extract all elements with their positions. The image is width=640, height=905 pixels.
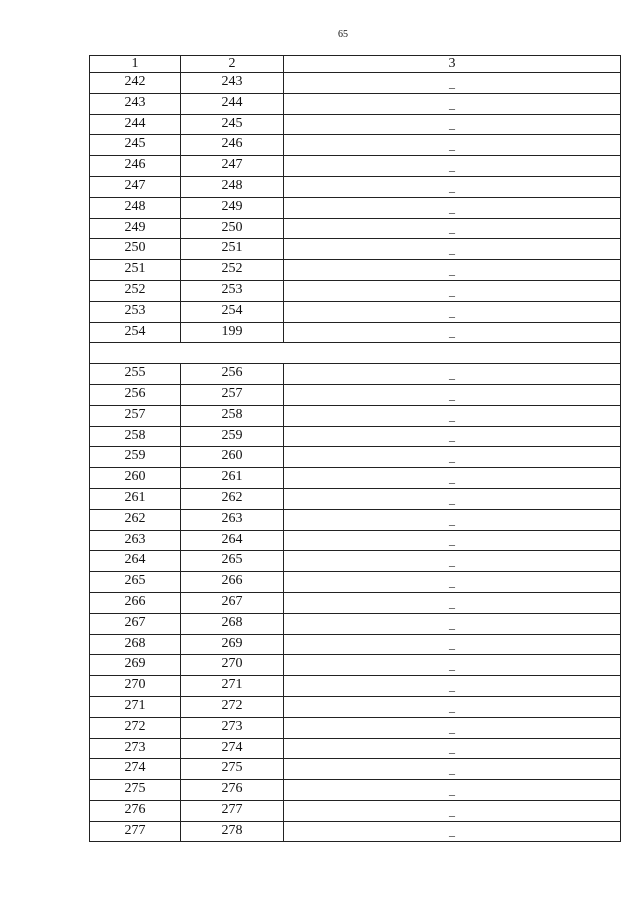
table-cell-col3: –	[284, 759, 621, 780]
table-cell-col1: 269	[90, 655, 181, 676]
table-row	[90, 613, 621, 634]
table-cell-col2: 276	[181, 780, 284, 801]
table-cell-col1: 263	[90, 530, 181, 551]
table-cell-col1: 250	[90, 239, 181, 260]
table-cell-col3: –	[284, 260, 621, 281]
table-row	[90, 280, 621, 301]
column-header-1: 1	[90, 56, 181, 73]
table-cell-col2: 275	[181, 759, 284, 780]
table-row	[90, 551, 621, 572]
table-cell-col1: 243	[90, 93, 181, 114]
page-number: 65	[338, 29, 348, 40]
table-row	[90, 821, 621, 842]
table-row	[90, 218, 621, 239]
table-cell-col1: 264	[90, 551, 181, 572]
table-cell-col2: 277	[181, 800, 284, 821]
table-cell-col2: 278	[181, 821, 284, 842]
table-group-separator-cell	[90, 343, 621, 364]
table-cell-col3: –	[284, 384, 621, 405]
table-cell-col3: –	[284, 696, 621, 717]
table-cell-col3: –	[284, 197, 621, 218]
table-cell-col2: 262	[181, 488, 284, 509]
table-cell-col3: –	[284, 530, 621, 551]
table-cell-col1: 271	[90, 696, 181, 717]
table-row	[90, 468, 621, 489]
table-row	[90, 488, 621, 509]
data-table-container	[89, 55, 620, 842]
table-cell-col1: 262	[90, 509, 181, 530]
table-cell-col2: 261	[181, 468, 284, 489]
table-cell-col3: –	[284, 301, 621, 322]
table-cell-col1: 255	[90, 364, 181, 385]
table-cell-col3: –	[284, 426, 621, 447]
table-cell-col3: –	[284, 613, 621, 634]
table-cell-col3: –	[284, 73, 621, 94]
table-cell-col1: 256	[90, 384, 181, 405]
table-cell-col3: –	[284, 280, 621, 301]
table-cell-col3: –	[284, 655, 621, 676]
table-cell-col2: 256	[181, 364, 284, 385]
table-row	[90, 655, 621, 676]
table-cell-col2: 273	[181, 717, 284, 738]
table-cell-col3: –	[284, 239, 621, 260]
table-cell-col2: 271	[181, 676, 284, 697]
table-cell-col2: 264	[181, 530, 284, 551]
table-cell-col3: –	[284, 135, 621, 156]
table-cell-col2: 269	[181, 634, 284, 655]
table-cell-col3: –	[284, 592, 621, 613]
table-cell-col3: –	[284, 821, 621, 842]
table-cell-col2: 263	[181, 509, 284, 530]
table-cell-col2: 268	[181, 613, 284, 634]
table-cell-col2: 258	[181, 405, 284, 426]
table-cell-col2: 254	[181, 301, 284, 322]
column-header-3: 3	[284, 56, 621, 73]
table-cell-col1: 265	[90, 572, 181, 593]
table-cell-col3: –	[284, 447, 621, 468]
table-cell-col1: 248	[90, 197, 181, 218]
table-cell-col1: 275	[90, 780, 181, 801]
table-row	[90, 73, 621, 94]
data-table	[89, 55, 621, 842]
table-row	[90, 239, 621, 260]
table-cell-col2: 199	[181, 322, 284, 343]
table-cell-col1: 244	[90, 114, 181, 135]
table-cell-col1: 267	[90, 613, 181, 634]
table-cell-col3: –	[284, 468, 621, 489]
table-row	[90, 676, 621, 697]
table-cell-col3: –	[284, 551, 621, 572]
table-row	[90, 634, 621, 655]
table-cell-col1: 251	[90, 260, 181, 281]
table-cell-col2: 266	[181, 572, 284, 593]
table-cell-col3: –	[284, 676, 621, 697]
table-cell-col2: 245	[181, 114, 284, 135]
table-cell-col2: 265	[181, 551, 284, 572]
table-cell-col2: 244	[181, 93, 284, 114]
table-row	[90, 800, 621, 821]
table-cell-col1: 254	[90, 322, 181, 343]
table-row	[90, 592, 621, 613]
table-cell-col1: 260	[90, 468, 181, 489]
table-cell-col1: 257	[90, 405, 181, 426]
table-row	[90, 114, 621, 135]
table-cell-col1: 277	[90, 821, 181, 842]
table-cell-col1: 266	[90, 592, 181, 613]
table-cell-col3: –	[284, 780, 621, 801]
table-cell-col1: 245	[90, 135, 181, 156]
table-cell-col3: –	[284, 93, 621, 114]
table-row	[90, 405, 621, 426]
table-cell-col1: 274	[90, 759, 181, 780]
table-cell-col3: –	[284, 364, 621, 385]
table-cell-col2: 252	[181, 260, 284, 281]
table-row	[90, 530, 621, 551]
table-cell-col1: 261	[90, 488, 181, 509]
table-row	[90, 759, 621, 780]
table-cell-col3: –	[284, 405, 621, 426]
table-cell-col3: –	[284, 717, 621, 738]
table-row	[90, 717, 621, 738]
table-row	[90, 197, 621, 218]
table-cell-col3: –	[284, 218, 621, 239]
table-cell-col1: 246	[90, 156, 181, 177]
table-cell-col3: –	[284, 509, 621, 530]
table-cell-col3: –	[284, 634, 621, 655]
table-cell-col1: 276	[90, 800, 181, 821]
table-cell-col2: 270	[181, 655, 284, 676]
table-row	[90, 260, 621, 281]
table-cell-col3: –	[284, 738, 621, 759]
table-cell-col1: 259	[90, 447, 181, 468]
table-cell-col2: 250	[181, 218, 284, 239]
table-row	[90, 93, 621, 114]
table-cell-col2: 249	[181, 197, 284, 218]
table-cell-col2: 260	[181, 447, 284, 468]
table-cell-col2: 257	[181, 384, 284, 405]
table-row	[90, 447, 621, 468]
table-cell-col1: 273	[90, 738, 181, 759]
table-row	[90, 572, 621, 593]
table-cell-col3: –	[284, 488, 621, 509]
table-row	[90, 696, 621, 717]
table-row	[90, 384, 621, 405]
table-cell-col3: –	[284, 322, 621, 343]
table-cell-col2: 243	[181, 73, 284, 94]
table-cell-col1: 272	[90, 717, 181, 738]
table-cell-col2: 253	[181, 280, 284, 301]
table-row	[90, 301, 621, 322]
table-row	[90, 509, 621, 530]
table-body	[90, 56, 621, 842]
table-cell-col3: –	[284, 114, 621, 135]
table-row	[90, 135, 621, 156]
table-header-row	[90, 56, 621, 73]
table-cell-col1: 253	[90, 301, 181, 322]
table-cell-col3: –	[284, 156, 621, 177]
table-row	[90, 738, 621, 759]
table-cell-col3: –	[284, 176, 621, 197]
table-cell-col2: 267	[181, 592, 284, 613]
table-cell-col2: 251	[181, 239, 284, 260]
table-cell-col1: 252	[90, 280, 181, 301]
table-cell-col2: 274	[181, 738, 284, 759]
table-cell-col1: 242	[90, 73, 181, 94]
table-cell-col1: 247	[90, 176, 181, 197]
column-header-2: 2	[181, 56, 284, 73]
table-cell-col2: 272	[181, 696, 284, 717]
table-cell-col2: 248	[181, 176, 284, 197]
table-cell-col2: 247	[181, 156, 284, 177]
table-row	[90, 426, 621, 447]
table-row	[90, 364, 621, 385]
table-cell-col2: 246	[181, 135, 284, 156]
table-cell-col3: –	[284, 800, 621, 821]
table-cell-col2: 259	[181, 426, 284, 447]
table-cell-col1: 249	[90, 218, 181, 239]
table-row	[90, 322, 621, 343]
table-row	[90, 156, 621, 177]
table-cell-col3: –	[284, 572, 621, 593]
table-group-separator-row	[90, 343, 621, 364]
table-row	[90, 780, 621, 801]
table-row	[90, 176, 621, 197]
table-cell-col1: 270	[90, 676, 181, 697]
table-cell-col1: 268	[90, 634, 181, 655]
table-cell-col1: 258	[90, 426, 181, 447]
